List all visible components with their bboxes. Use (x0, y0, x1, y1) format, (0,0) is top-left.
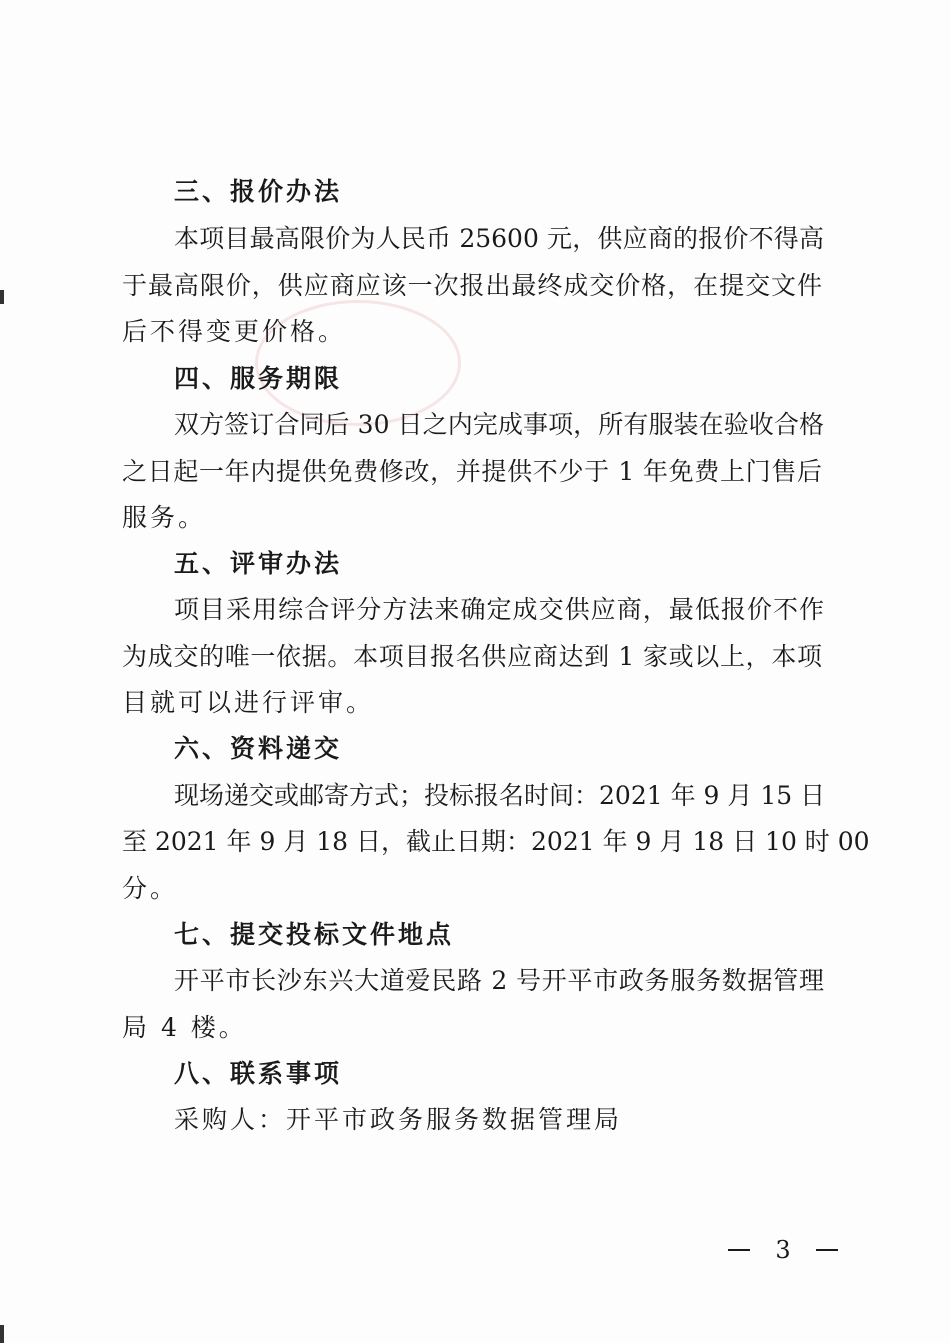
section-heading-evaluation: 五、评审办法 (174, 549, 343, 578)
section-heading-service-period: 四、服务期限 (174, 364, 343, 393)
paragraph-line: 于最高限价，供应商应该一次报出最终成交价格，在提交文件 (122, 271, 822, 300)
scan-edge-mark (0, 1325, 4, 1343)
paragraph-line: 分。 (122, 874, 179, 903)
paragraph-line: 服务。 (122, 503, 207, 532)
section-heading-submission: 六、资料递交 (174, 734, 343, 763)
paragraph-line: 项目采用综合评分方法来确定成交供应商，最低报价不作 (174, 595, 824, 624)
paragraph-line: 开平市长沙东兴大道爱民路 2 号开平市政务服务数据管理 (174, 966, 824, 995)
section-heading-pricing: 三、报价办法 (174, 177, 343, 206)
section-heading-contact: 八、联系事项 (174, 1059, 343, 1088)
paragraph-line: 后不得变更价格。 (122, 317, 347, 346)
section-heading-submission-location: 七、提交投标文件地点 (174, 920, 455, 949)
dash-right (816, 1249, 838, 1251)
paragraph-line: 至 2021 年 9 月 18 日，截止日期：2021 年 9 月 18 日 10 时 00 (122, 827, 870, 856)
paragraph-line: 之日起一年内提供免费修改，并提供不少于 1 年免费上门售后 (122, 457, 822, 486)
scan-edge-mark (0, 290, 4, 304)
page-number: 3 (775, 1236, 791, 1264)
paragraph-line: 为成交的唯一依据。本项目报名供应商达到 1 家或以上，本项 (122, 642, 822, 671)
paragraph-line: 现场递交或邮寄方式；投标报名时间：2021 年 9 月 15 日 (174, 781, 826, 810)
paragraph-line: 本项目最高限价为人民币 25600 元，供应商的报价不得高 (174, 224, 824, 253)
paragraph-line: 局 4 楼。 (122, 1013, 247, 1042)
paragraph-line: 双方签订合同后 30 日之内完成事项，所有服装在验收合格 (174, 410, 824, 439)
paragraph-line: 目就可以进行评审。 (122, 688, 375, 717)
dash-left (728, 1249, 750, 1251)
page-number-footer (728, 1233, 838, 1267)
paragraph-line: 采购人：开平市政务服务数据管理局 (174, 1105, 623, 1134)
